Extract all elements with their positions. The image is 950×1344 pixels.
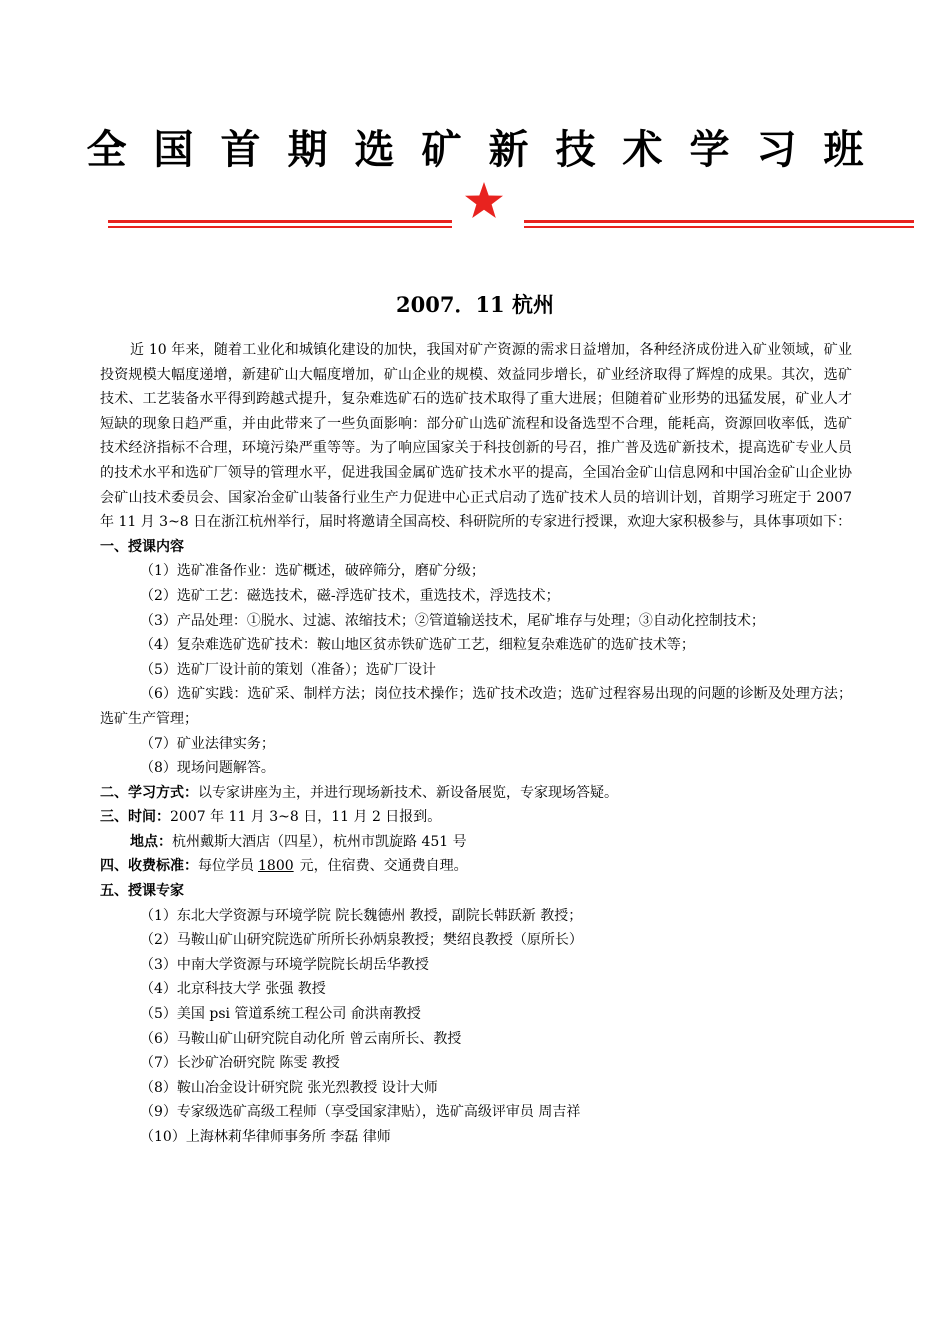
section-1 [100,535,852,560]
section-5-heading: 五、授课专家 [100,883,184,900]
section-3 [100,805,852,830]
location-label: 地点： [130,833,172,850]
expert-item: （8）鞍山冶金设计研究院 张光烈教授 设计大师 [140,1079,438,1096]
section-1-heading: 一、授课内容 [100,538,184,555]
section-4-heading: 四、收费标准： [100,858,198,875]
section-2-text: 以专家讲座为主，并进行现场新技术、新设备展览，专家现场答疑。 [198,784,618,801]
section-4 [100,854,852,879]
expert-item: （1）东北大学资源与环境学院 院长魏德州 教授，副院长韩跃新 教授； [140,907,583,924]
fee-suffix: 元，住宿费、交通费自理。 [299,858,468,875]
title-rule-right [524,220,914,228]
expert-item: （9）专家级选矿高级工程师（享受国家津贴），选矿高级评审员 周吉祥 [140,1104,581,1121]
red-star-icon [464,180,504,220]
expert-item: （3）中南大学资源与环境学院院长胡岳华教授 [140,956,429,973]
document-title: 全国首期选矿新技术学习班 [86,127,891,173]
expert-item: （5）美国 psi 管道系统工程公司 俞洪南教授 [140,1006,421,1023]
expert-item: （10）上海林莉华律师事务所 李磊 律师 [140,1129,391,1145]
intro-paragraph: 近 10 年来，随着工业化和城镇化建设的加快，我国对矿产资源的需求日益增加，各种经济成份进入矿业领域，矿业投资规模大幅度递增，新建矿山大幅度增加，矿山企业的规模、效益同步增长，矿业经济取得了辉煌的成果。其次，选矿技术、工艺装备水平得到跨越式提升，复杂难选矿石的选矿技术取得了重大进展；但随着矿业形势的迅猛发展，矿业人才短缺的现象日趋严重，并由此带来了一些负面影响：部分矿山选矿流程和设备选型不合理，能耗高，资源回收率低，选矿技术经济指标不合理，环境污染严重等等。为了响应国家关于科技创新的号召，推广普及选矿新技术，提高选矿专业人员的技术水平和选矿厂领导的管理水平，促进我国金属矿选矿技术水平的提高，全国冶金矿山信息网和中国冶金矿山企业协会矿山技术委员会、国家冶金矿山装备行业生产力促进中心正式启动了选矿技术人员的培训计划，首期学习班定于 2007 年 11 月 3~8 日在浙江杭州举行，届时将邀请全国高校、科研院所的专家进行授课，欢迎大家积极参与，具体事项如下： [100,342,852,531]
section-2 [100,781,852,806]
document-subtitle: 2007．11 杭州 [396,292,554,317]
expert-item: （7）长沙矿冶研究院 陈雯 教授 [140,1055,340,1072]
course-item: （4）复杂难选矿选矿技术：鞍山地区贫赤铁矿选矿工艺，细粒复杂难选矿的选矿技术等； [140,637,695,654]
course-item: （8）现场问题解答。 [140,760,275,777]
document-body [100,338,852,1150]
course-item: （6）选矿实践：选矿采、制样方法；岗位技术操作；选矿技术改造；选矿过程容易出现的问题的诊断及处理方法；选矿生产管理； [100,686,852,727]
section-2-heading: 二、学习方式： [100,784,198,801]
title-rule-left [108,220,452,228]
course-item: （1）选矿准备作业：选矿概述，破碎筛分，磨矿分级； [140,563,485,580]
course-item: （5）选矿厂设计前的策划（准备）；选矿厂设计 [140,661,436,678]
section-5 [100,879,852,904]
course-item: （7）矿业法律实务； [140,735,275,752]
course-item: （3）产品处理：①脱水、过滤、浓缩技术；②管道输送技术，尾矿堆存与处理；③自动化控制技术； [140,612,765,629]
expert-item: （6）马鞍山矿山研究院自动化所 曾云南所长、教授 [140,1030,462,1047]
location-text: 杭州戴斯大酒店（四星），杭州市凯旋路 451 号 [172,833,467,850]
fee-amount: 1800 [258,858,294,875]
section-3-text: 2007 年 11 月 3~8 日，11 月 2 日报到。 [170,809,442,826]
course-item: （2）选矿工艺：磁选技术，磁-浮选矿技术，重选技术，浮选技术； [140,587,560,604]
expert-item: （2）马鞍山矿山研究院选矿所所长孙炳泉教授；樊绍良教授（原所长） [140,932,583,949]
expert-item: （4）北京科技大学 张强 教授 [140,981,326,998]
section-3-heading: 三、时间： [100,809,170,826]
location-line [100,830,852,855]
fee-prefix: 每位学员 [198,858,254,875]
